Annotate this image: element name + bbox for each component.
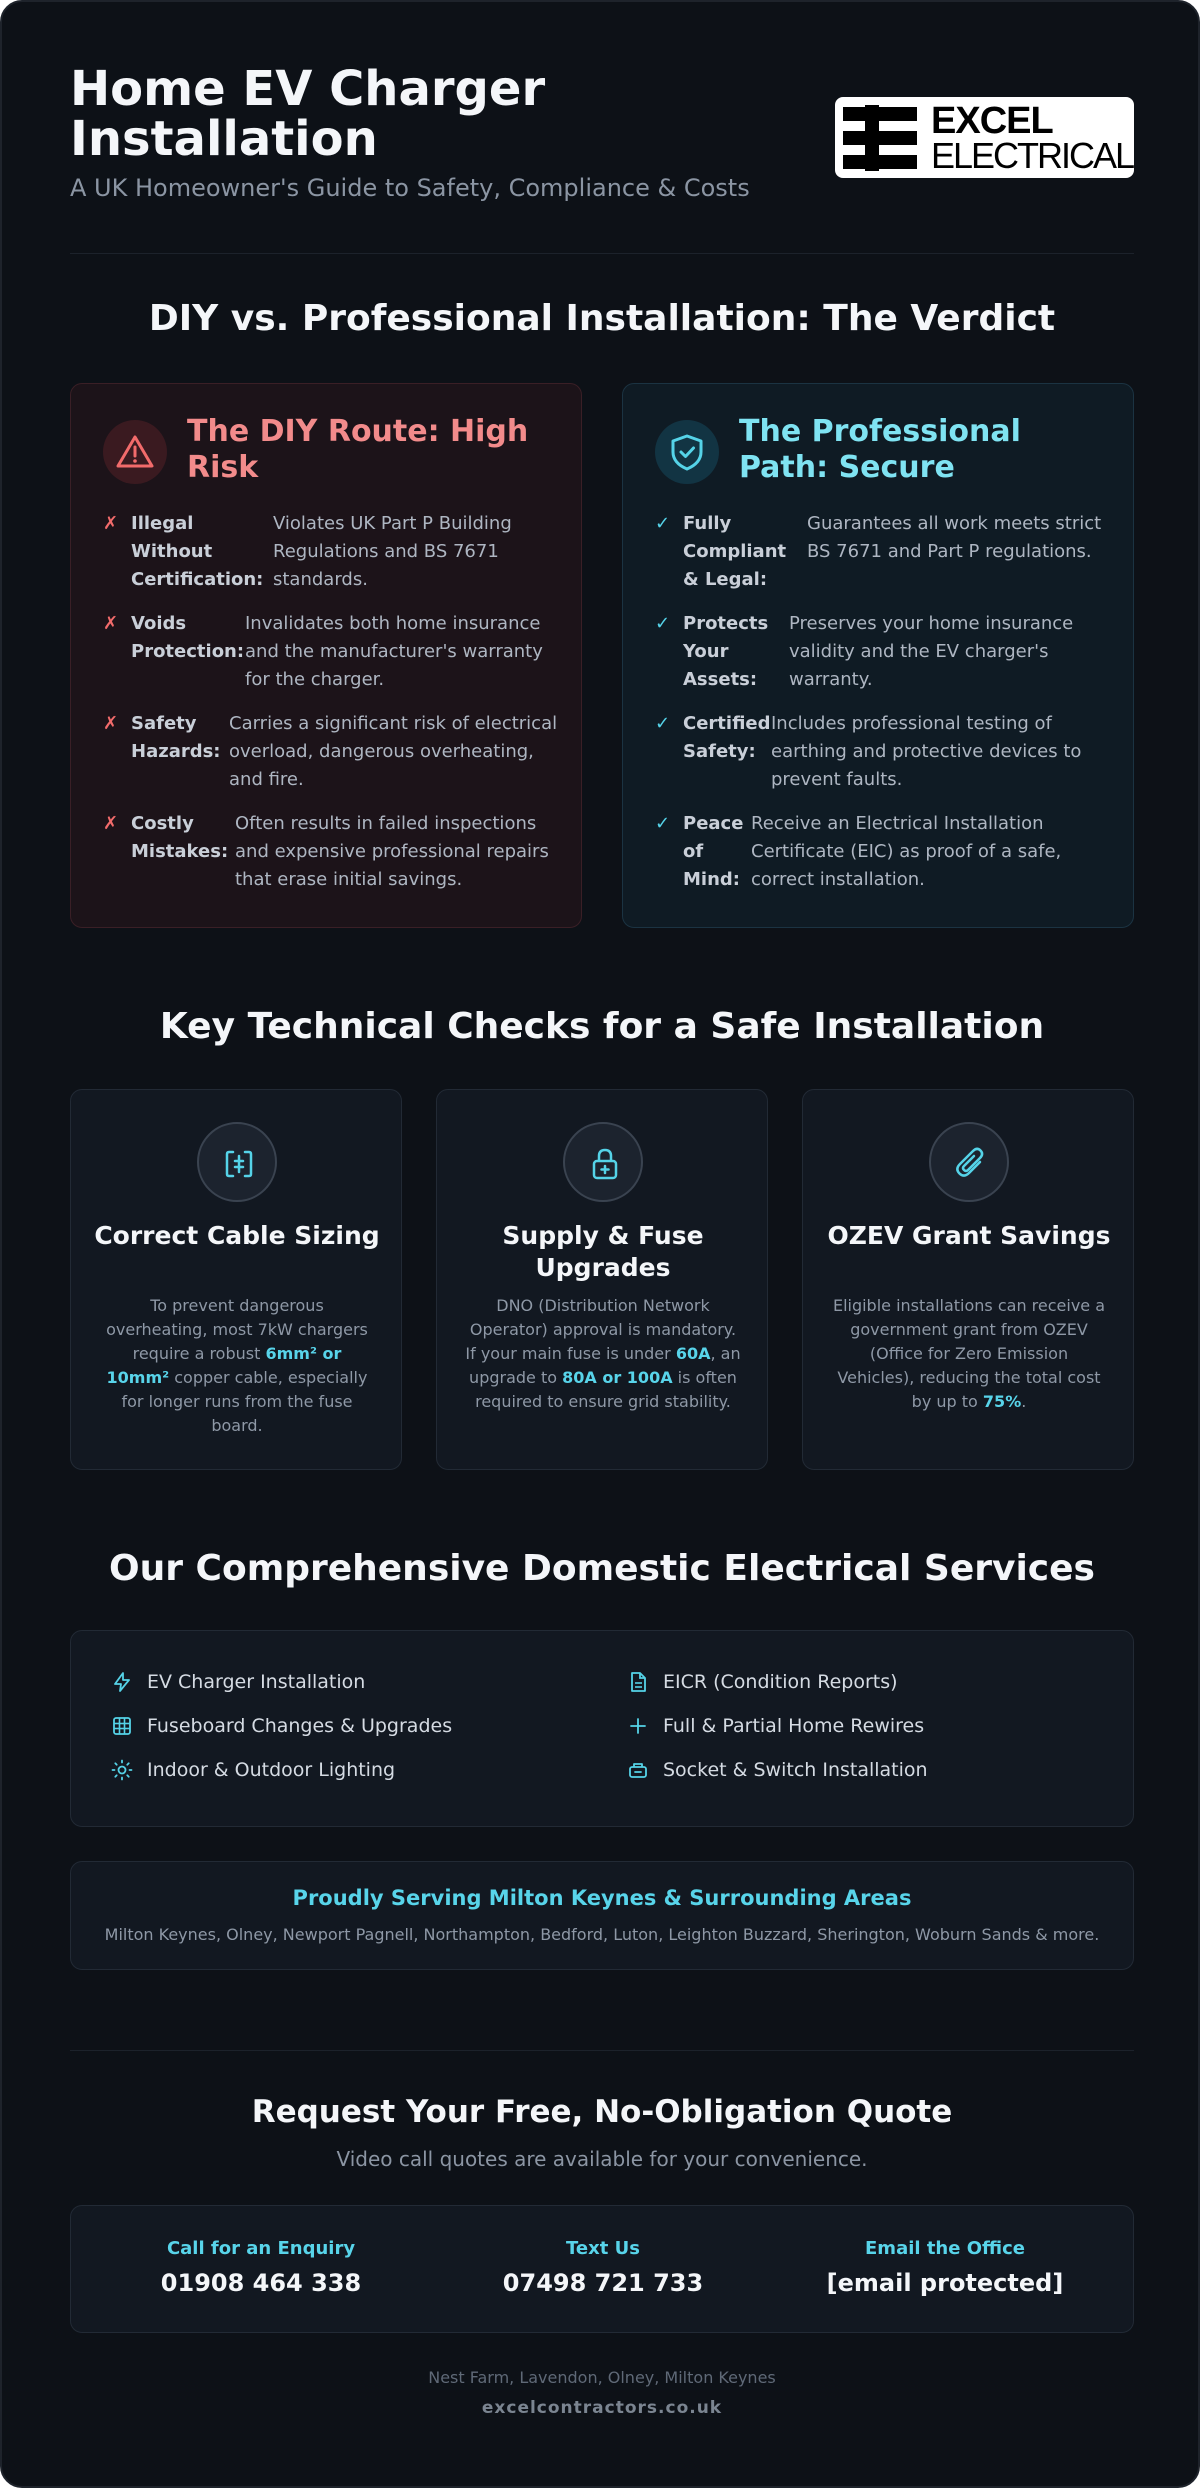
excel-electrical-logo	[835, 97, 1134, 178]
service-item	[111, 1671, 365, 1693]
diy-item-label: Safety Hazards:	[131, 713, 221, 762]
pro-item	[655, 510, 1115, 594]
diy-route-card	[70, 383, 582, 928]
pro-item	[655, 610, 1115, 694]
socket-icon	[627, 1759, 649, 1781]
cross-icon: ✗	[103, 713, 119, 734]
pro-item	[655, 810, 1115, 894]
grid-icon	[111, 1715, 133, 1737]
service-label: EICR (Condition Reports)	[663, 1671, 898, 1693]
service-areas	[70, 1861, 1134, 1970]
plus-icon	[627, 1715, 649, 1737]
phone-number[interactable]: 01908 464 338	[160, 2269, 362, 2297]
check-card-body	[465, 1294, 741, 1414]
diy-card-title: The DIY Route: High Risk	[187, 414, 529, 485]
body-text: copper cable, especially for longer runs from the fuse board.	[121, 1368, 368, 1435]
contact-label: Call for an Enquiry	[166, 2238, 356, 2259]
check-card-title: OZEV Grant Savings	[827, 1221, 1111, 1250]
page-title: Home EV Charger Installation	[70, 61, 546, 167]
check-card-cable-sizing	[70, 1089, 402, 1470]
quote-title: Request Your Free, No-Obligation Quote	[251, 2094, 953, 2130]
contact-text[interactable]	[433, 2238, 773, 2297]
footer-website-link[interactable]: excelcontractors.co.uk	[481, 2398, 723, 2418]
check-card-title: Supply & Fuse Upgrades	[502, 1221, 704, 1282]
body-text: Eligible installations can receive a government grant from OZEV (Office for Zero Emission Vehicles), reducing the total cost by up to	[832, 1296, 1106, 1411]
service-item	[111, 1715, 452, 1737]
service-item	[627, 1715, 924, 1737]
body-text: is often required to ensure grid stability.	[475, 1368, 737, 1411]
diy-item-label: Costly Mistakes:	[131, 813, 229, 862]
footer-address: Nest Farm, Lavendon, Olney, Milton Keynes	[428, 2368, 776, 2387]
logo-mark-icon	[843, 105, 917, 171]
professional-path-card	[622, 383, 1134, 928]
diy-item	[103, 510, 563, 594]
service-areas-list: Milton Keynes, Olney, Newport Pagnell, Northampton, Bedford, Luton, Leighton Buzzard, Sherington, Woburn Sands & more.	[104, 1925, 1100, 1944]
shield-check-icon	[655, 420, 719, 484]
diy-item-text: Violates UK Part P Building Regulations and BS 7671 standards.	[273, 513, 512, 590]
sun-icon	[111, 1759, 133, 1781]
paperclip-icon	[929, 1122, 1009, 1202]
warning-triangle-icon	[103, 420, 167, 484]
diy-item-text: Carries a significant risk of electrical overload, dangerous overheating, and fire.	[229, 713, 558, 790]
cross-icon: ✗	[103, 613, 119, 634]
highlight-value: 80A or 100A	[562, 1368, 673, 1387]
body-text: DNO (Distribution Network Operator) approval is mandatory. If your main fuse is under	[465, 1296, 737, 1363]
body-text: To prevent dangerous overheating, most 7kW chargers require a robust	[106, 1296, 368, 1363]
services-list	[70, 1630, 1134, 1827]
contact-label: Text Us	[566, 2238, 640, 2259]
service-item	[627, 1759, 928, 1781]
check-icon: ✓	[655, 813, 671, 834]
service-item	[111, 1759, 395, 1781]
diy-item-text: Often results in failed inspections and expensive professional repairs that erase initial savings.	[235, 813, 549, 890]
contact-email[interactable]	[775, 2238, 1115, 2297]
diy-item	[103, 810, 563, 894]
body-text: .	[1021, 1392, 1027, 1411]
pro-item-label: Fully Compliant & Legal:	[683, 513, 787, 590]
pro-item-text: Guarantees all work meets strict BS 7671 and Part P regulations.	[807, 513, 1102, 562]
diy-item-label: Voids Protection:	[131, 613, 245, 662]
lightning-icon	[111, 1671, 133, 1693]
pro-item	[655, 710, 1115, 794]
service-label: Full & Partial Home Rewires	[663, 1715, 925, 1737]
pro-item-label: Protects Your Assets:	[683, 613, 769, 690]
page-subtitle: A UK Homeowner's Guide to Safety, Compliance & Costs	[70, 174, 750, 202]
check-card-body	[99, 1294, 375, 1438]
service-label: Indoor & Outdoor Lighting	[147, 1759, 396, 1781]
divider	[70, 253, 1134, 254]
diy-item	[103, 710, 563, 794]
check-icon: ✓	[655, 513, 671, 534]
check-card-ozev-grant	[802, 1089, 1134, 1470]
diy-item-text: Invalidates both home insurance and the manufacturer's warranty for the charger.	[245, 613, 543, 690]
service-label: EV Charger Installation	[147, 1671, 366, 1693]
contact-label: Email the Office	[865, 2238, 1025, 2259]
check-icon: ✓	[655, 613, 671, 634]
service-item	[627, 1671, 898, 1693]
highlight-value: 6mm² or 10mm²	[106, 1344, 342, 1387]
pro-item-text: Preserves your home insurance validity and the EV charger's warranty.	[789, 613, 1074, 690]
diy-item	[103, 610, 563, 694]
cross-icon: ✗	[103, 813, 119, 834]
pro-item-label: Certified Safety:	[683, 713, 771, 762]
services-section-title: Our Comprehensive Domestic Electrical Services	[109, 1548, 1095, 1589]
contact-call[interactable]	[91, 2238, 431, 2297]
body-text: , an upgrade to	[469, 1344, 741, 1387]
check-card-supply-fuse	[436, 1089, 768, 1470]
pro-item-label: Peace of Mind:	[683, 813, 744, 890]
service-label: Fuseboard Changes & Upgrades	[147, 1715, 453, 1737]
cross-icon: ✗	[103, 513, 119, 534]
document-icon	[627, 1671, 649, 1693]
pro-item-text: Includes professional testing of earthing and protective devices to prevent faults.	[771, 713, 1082, 790]
check-icon: ✓	[655, 713, 671, 734]
check-card-body	[831, 1294, 1107, 1414]
highlight-value: 60A	[675, 1344, 711, 1363]
cable-icon	[197, 1122, 277, 1202]
service-areas-title: Proudly Serving Milton Keynes & Surrounding Areas	[292, 1886, 912, 1910]
highlight-value: 75%	[982, 1392, 1022, 1411]
logo-text-excel: EXCEL	[931, 100, 1053, 142]
lock-icon	[563, 1122, 643, 1202]
pro-item-text: Receive an Electrical Installation Certificate (EIC) as proof of a safe, correct installation.	[751, 813, 1062, 890]
quote-subtitle: Video call quotes are available for your convenience.	[336, 2147, 868, 2171]
checks-section-title: Key Technical Checks for a Safe Installation	[159, 1006, 1045, 1047]
pro-card-title: The Professional Path: Secure	[739, 414, 1021, 485]
contact-details	[70, 2205, 1134, 2333]
verdict-section-title: DIY vs. Professional Installation: The Verdict	[148, 298, 1056, 339]
logo-text-electrical: ELECTRICAL	[931, 135, 1134, 176]
mobile-number[interactable]: 07498 721 733	[502, 2269, 704, 2297]
check-card-title: Correct Cable Sizing	[94, 1221, 380, 1250]
diy-item-label: Illegal Without Certification:	[131, 513, 264, 590]
divider	[70, 2050, 1134, 2051]
service-label: Socket & Switch Installation	[663, 1759, 928, 1781]
email-link[interactable]: [email protected]	[826, 2269, 1064, 2297]
